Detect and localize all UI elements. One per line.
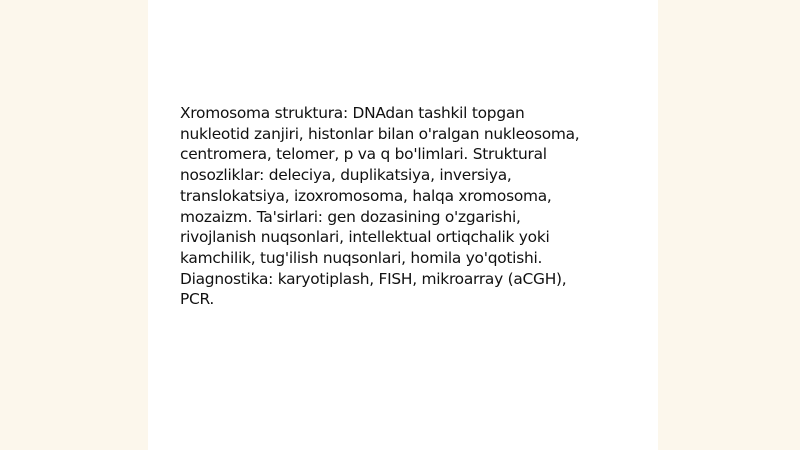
text-line: nukleotid zanjiri, histonlar bilan o'ralgan nukleosoma, [180,124,580,143]
text-line: Xromosoma struktura: DNAdan tashkil topgan [180,104,525,122]
text-line: nosozliklar: deleciya, duplikatsiya, inversiya, [180,166,512,185]
text-line: centromera, telomer, p va q bo'limlari. Struktural [180,145,547,164]
text-line: PCR. [180,290,215,309]
page-sheet [148,0,658,450]
body-paragraph [180,103,620,310]
text-line: translokatsiya, izoxromosoma, halqa xromosoma, [180,186,552,205]
text-line: rivojlanish nuqsonlari, intellektual ortiqchalik yoki [180,228,550,247]
text-line: Diagnostika: karyotiplash, FISH, mikroarray (aCGH), [180,269,567,288]
text-line: kamchilik, tug'ilish nuqsonlari, homila yo'qotishi. [180,248,543,267]
text-line: mozaizm. Ta'sirlari: gen dozasining o'zgarishi, [180,207,521,226]
